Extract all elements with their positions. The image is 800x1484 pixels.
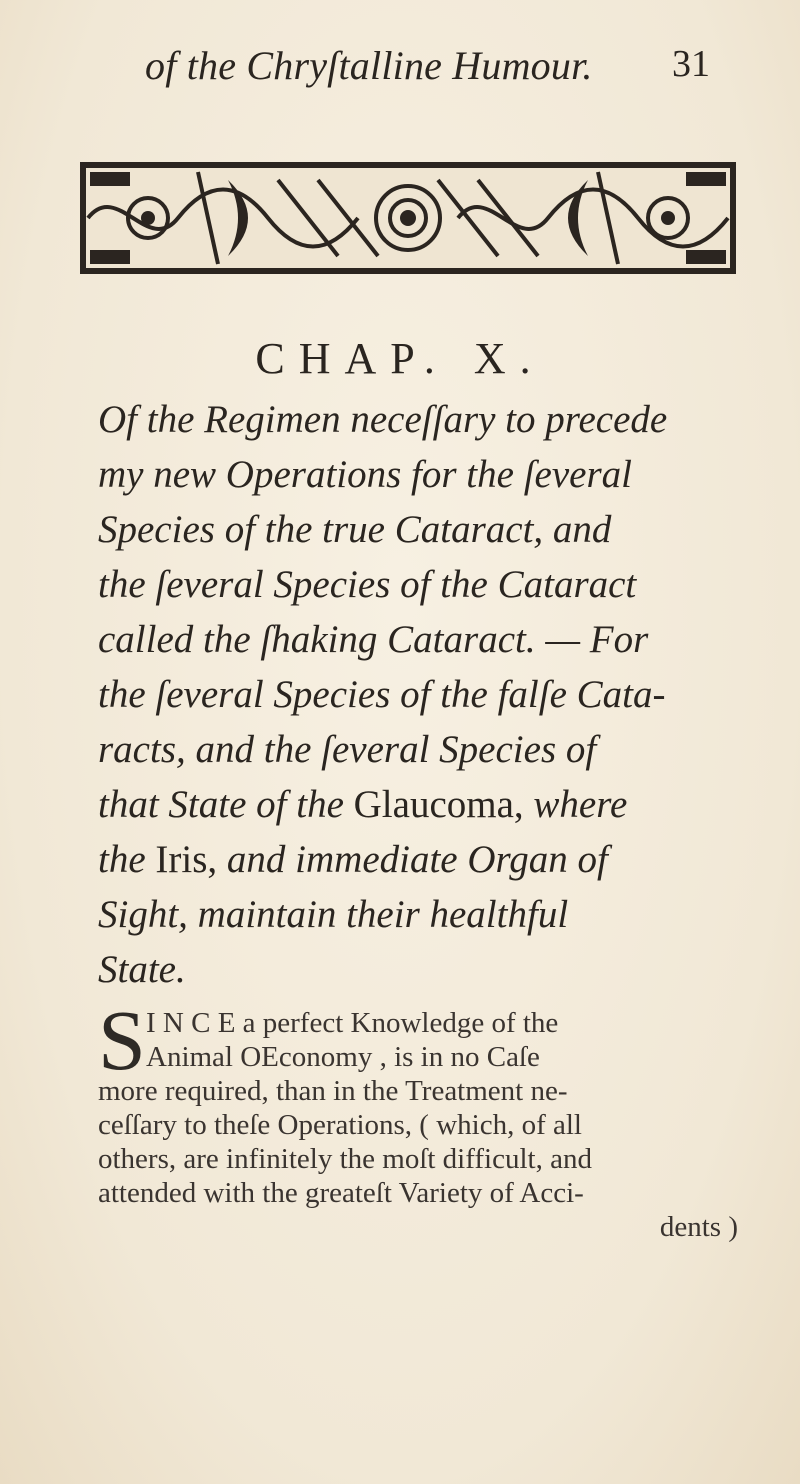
body-line: attended with the greateſt Variety of Acci- <box>98 1177 584 1209</box>
floral-headpiece-icon <box>78 160 738 276</box>
body-line: ceſſary to theſe Operations, ( which, of all <box>98 1109 582 1141</box>
body-line: Animal OEconomy , is in no Caſe <box>146 1041 540 1073</box>
chapter-title <box>98 392 748 997</box>
title-line <box>98 832 748 887</box>
title-line: the ſeveral Species of the Cataract <box>98 563 637 606</box>
title-fragment-roman: Iris, <box>155 838 218 881</box>
body-line: I N C E a perfect Knowledge of the <box>146 1007 559 1039</box>
title-fragment: that State of the <box>98 783 344 826</box>
body-line: more required, than in the Treatment ne- <box>98 1075 568 1107</box>
title-fragment-roman: Glaucoma, <box>353 783 524 826</box>
title-line: my new Operations for the ſeveral <box>98 453 632 496</box>
title-line: called the ſhaking Cataract. — For <box>98 618 649 661</box>
title-line: Sight, maintain their healthful <box>98 893 569 936</box>
page-number: 31 <box>672 43 710 85</box>
title-fragment: and immediate Organ of <box>226 838 608 881</box>
catchword: dents ) <box>659 1211 738 1243</box>
title-fragment: where <box>533 783 628 826</box>
body-paragraph <box>98 1006 738 1244</box>
running-title: of the Chryſtalline Humour. <box>145 43 593 88</box>
chapter-heading: CHAP. X. <box>255 334 545 383</box>
title-line: the ſeveral Species of the falſe Cata- <box>98 673 666 716</box>
drop-cap: S <box>98 992 146 1088</box>
title-fragment: the <box>98 838 146 881</box>
title-line: Of the Regimen neceſſary to precede <box>98 398 668 441</box>
title-line: Species of the true Cataract, and <box>98 508 612 551</box>
title-line: State. <box>98 948 186 991</box>
title-line <box>98 777 748 832</box>
body-line: others, are infinitely the moſt difficult, and <box>98 1143 592 1175</box>
title-line: racts, and the ſeveral Species of <box>98 728 597 771</box>
